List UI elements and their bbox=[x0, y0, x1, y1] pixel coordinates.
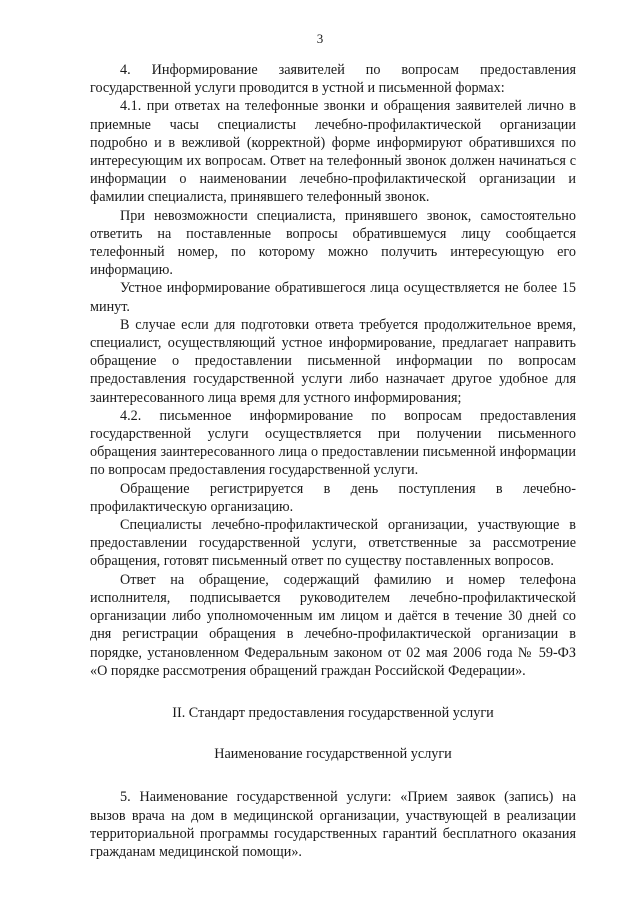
paragraph-specialists: Специалисты лечебно-профилактической организации, участвующие в предоставлении государственной услуги, ответственные за рассмотрение обращения, готовят письменный ответ по существу поставленных вопросов. bbox=[90, 517, 576, 570]
paragraph-service-name: 5. Наименование государственной услуги: «Прием заявок (запись) на вызов врача на дом в медицинской организации, участвующей в реализации территориальной программы государственных гарантий бесплатного оказания гражданам медицинской помощи». bbox=[90, 789, 576, 860]
paragraph-unable-to-answer: При невозможности специалиста, принявшего звонок, самостоятельно ответить на поставленные вопросы обратившемуся лицу сообщается телефонный номер, по которому можно получить интересующую его информацию. bbox=[90, 207, 576, 279]
page-number: 3 bbox=[316, 31, 324, 46]
section-heading: II. Стандарт предоставления государственной услуги bbox=[172, 704, 494, 721]
paragraph-answer-signing: Ответ на обращение, содержащий фамилию и номер телефона исполнителя, подписывается руководителем лечебно-профилактической организации либо уполномоченным им лицом и даётся в течение 30 дней со дня регистрации обращения в лечебно-профилактической организации в порядке, установленном Федеральным законом от 02 мая 2006 года № 59-ФЗ «О порядке рассмотрения обращений граждан Российской Федерации». bbox=[90, 571, 576, 679]
paragraph-written-informing: 4.2. письменное информирование по вопросам предоставления государственной услуги осуществляется при получении письменного обращения заинтересованного лица о предоставлении письменной информации по вопросам предоставления государственной услуги. bbox=[90, 407, 576, 479]
paragraph-phone-calls: 4.1. при ответах на телефонные звонки и обращения заявителей лично в приемные часы специалисты лечебно-профилактической организации подробно и в вежливой (корректной) форме информируют обратившихся по интересующим их вопросам. Ответ на телефонный звонок должен начинаться с информации о наименовании лечебно-профилактической организации и фамилии специалиста, принявшего телефонный звонок. bbox=[90, 98, 576, 206]
paragraph-oral-duration: Устное информирование обратившегося лица осуществляется не более 15 минут. bbox=[90, 280, 576, 315]
paragraph-registration: Обращение регистрируется в день поступления в лечебно-профилактическую организацию. bbox=[90, 480, 576, 515]
paragraph-informing-forms: 4. Информирование заявителей по вопросам предоставления государственной услуги проводится в устной и письменной формах: bbox=[90, 62, 576, 97]
subsection-heading: Наименование государственной услуги bbox=[214, 746, 452, 763]
document-body bbox=[90, 61, 576, 861]
paragraph-long-answer: В случае если для подготовки ответа требуется продолжительное время, специалист, осуществляющий устное информирование, предлагает направить обращение о предоставлении письменной информации по вопросам предоставления государственной услуги либо назначает другое удобное для заинтересованного лица время для устного информирования; bbox=[90, 316, 576, 406]
